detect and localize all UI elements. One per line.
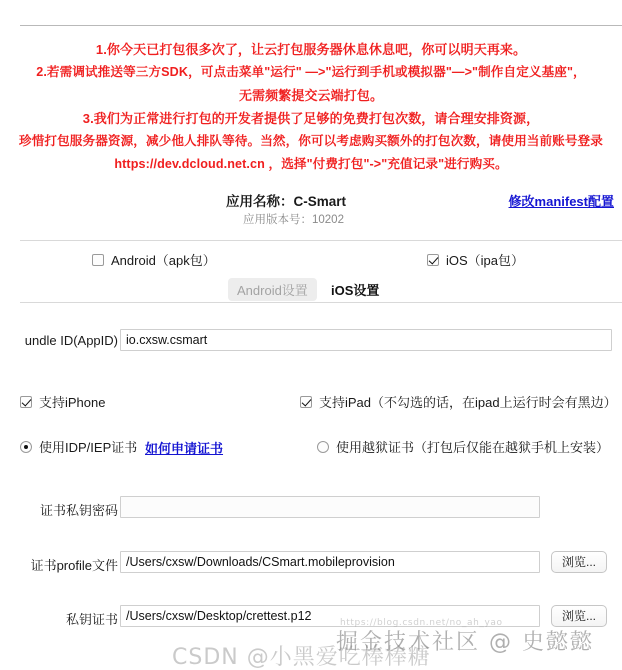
cert-password-input[interactable] bbox=[120, 496, 540, 518]
cert-password-label: 证书私钥密码 bbox=[39, 503, 118, 518]
radio-jailbreak-cert-dot[interactable] bbox=[317, 441, 329, 453]
watermark-juejin: 掘金技术社区 @ 史懿懿 bbox=[336, 630, 594, 655]
how-to-apply-cert-link[interactable]: 如何申请证书 bbox=[145, 441, 224, 456]
checkbox-support-ipad[interactable] bbox=[300, 392, 617, 411]
checkbox-support-iphone-box[interactable] bbox=[20, 396, 32, 408]
checkbox-android-label: Android（apk包） bbox=[111, 253, 216, 268]
radio-jailbreak-cert[interactable] bbox=[317, 437, 609, 456]
notice-line-3: 无需频繁提交云端打包。 bbox=[238, 88, 384, 103]
bundle-id-label: undle ID(AppID) bbox=[24, 333, 118, 348]
radio-idp-iep-cert-dot[interactable] bbox=[20, 441, 32, 453]
radio-idp-iep-cert[interactable] bbox=[20, 437, 137, 456]
notice-line-5: 珍惜打包服务器资源，减少他人排队等待。当然，你可以考虑购买额外的打包次数，请使用当前账号登录 bbox=[19, 134, 603, 148]
cert-profile-label: 证书profile文件 bbox=[30, 558, 118, 573]
notice-line-6-url[interactable]: https://dev.dcloud.net.cn ，选择"付费打包"->"充值记录"进行购买。 bbox=[114, 157, 508, 171]
private-key-browse-button[interactable]: 浏览... bbox=[551, 605, 607, 627]
checkbox-ios[interactable] bbox=[427, 250, 524, 269]
tab-ios-settings[interactable]: iOS设置 bbox=[331, 283, 380, 298]
app-version-label: 应用版本号：10202 bbox=[243, 214, 344, 226]
checkbox-ios-box[interactable] bbox=[427, 254, 439, 266]
edit-manifest-link[interactable]: 修改manifest配置 bbox=[508, 194, 614, 209]
settings-tabbar bbox=[0, 278, 622, 298]
checkbox-support-iphone[interactable] bbox=[20, 392, 105, 411]
notice-line-4: 3.我们为正常进行打包的开发者提供了足够的免费打包次数，请合理安排资源， bbox=[82, 111, 540, 126]
watermark-csdn: CSDN @小黑爱吃棒棒糖 bbox=[172, 645, 431, 670]
app-info-row bbox=[0, 190, 622, 230]
section-divider-tabs bbox=[20, 302, 622, 303]
checkbox-support-ipad-box[interactable] bbox=[300, 396, 312, 408]
cert-profile-input[interactable] bbox=[120, 551, 540, 573]
cert-profile-browse-button[interactable]: 浏览... bbox=[551, 551, 607, 573]
section-divider-platforms bbox=[20, 240, 622, 241]
radio-idp-iep-cert-label: 使用IDP/IEP证书 bbox=[39, 440, 138, 455]
notice-line-2: 2.若需调试推送等三方SDK，可点击菜单"运行" —>"运行到手机或模拟器"—>"制作自定义基座"， bbox=[36, 65, 586, 79]
checkbox-support-iphone-label: 支持iPhone bbox=[39, 395, 106, 410]
checkbox-support-ipad-label: 支持iPad（不勾选的话，在ipad上运行时会有黑边） bbox=[319, 395, 617, 410]
notice-block bbox=[0, 38, 622, 176]
private-key-input[interactable] bbox=[120, 605, 540, 627]
watermark-url: https://blog.csdn.net/no_ah_yao bbox=[340, 618, 503, 628]
checkbox-android[interactable] bbox=[92, 250, 216, 269]
bundle-id-input[interactable] bbox=[120, 329, 612, 351]
app-name-label: 应用名称：C-Smart bbox=[226, 194, 347, 209]
top-divider bbox=[20, 25, 622, 26]
checkbox-ios-label: iOS（ipa包） bbox=[446, 253, 525, 268]
radio-jailbreak-cert-label: 使用越狱证书（打包后仅能在越狱手机上安装） bbox=[336, 440, 610, 455]
checkbox-android-box[interactable] bbox=[92, 254, 104, 266]
private-key-label: 私钥证书 bbox=[65, 612, 118, 627]
notice-line-1: 1.你今天已打包很多次了，让云打包服务器休息休息吧，你可以明天再来。 bbox=[95, 42, 527, 57]
tab-android-settings[interactable]: Android设置 bbox=[228, 278, 317, 301]
platform-checkbox-row bbox=[0, 250, 622, 272]
